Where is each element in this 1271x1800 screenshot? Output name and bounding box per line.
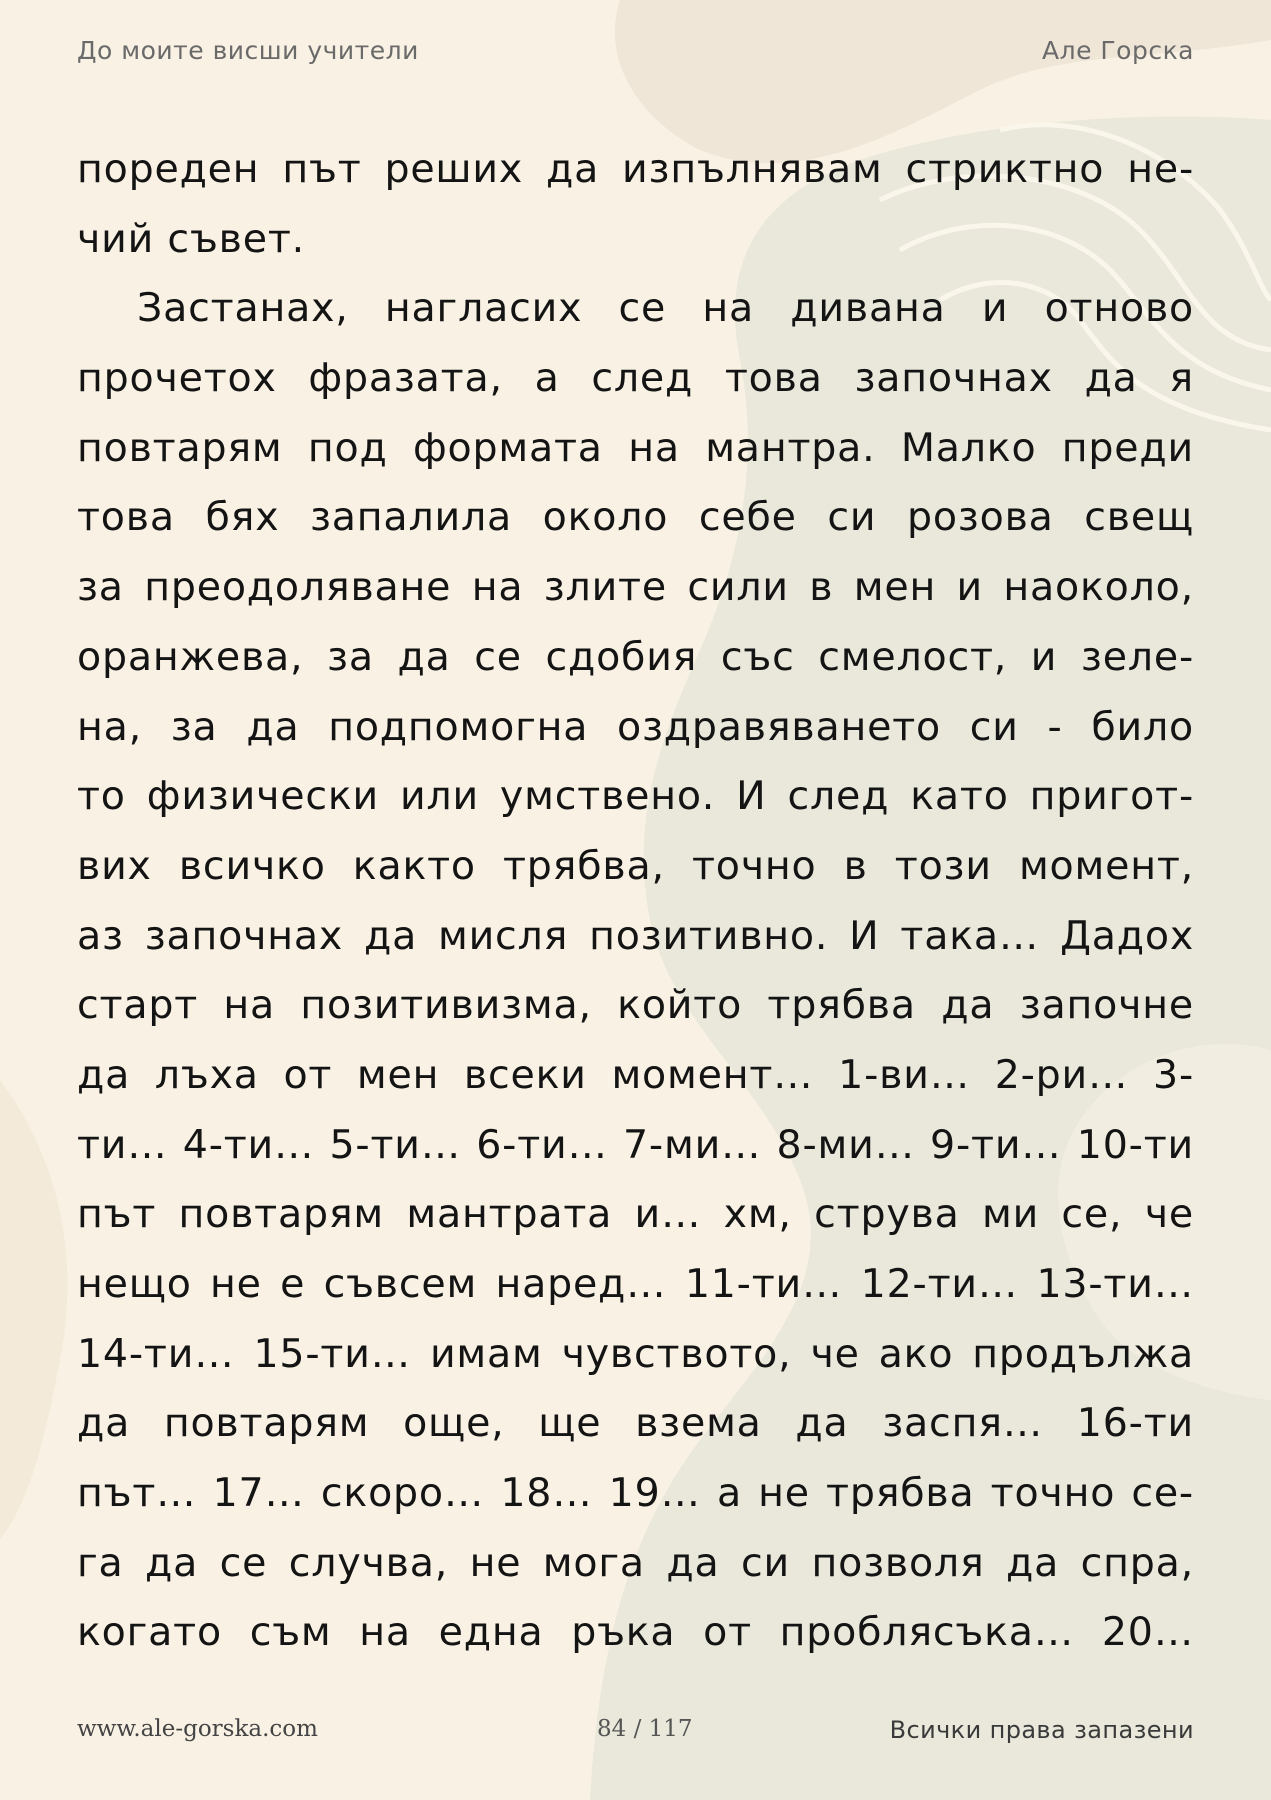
text-line: пореден път реших да изпълнявам стриктно не-: [77, 146, 1194, 192]
text-line: чий съвет.: [77, 215, 306, 262]
text-line: старт на позитивизма, който трябва да започне: [77, 982, 1194, 1029]
page-number: 84 / 117: [597, 1716, 693, 1742]
text-line: прочетох фразата, а след това започнах да я: [77, 355, 1194, 402]
body-text: [77, 135, 1194, 1668]
text-line: Застанах, нагласих се на дивана и отново: [137, 285, 1194, 332]
page-header: [77, 36, 1194, 70]
copyright-notice: Всички права запазени: [889, 1716, 1194, 1744]
text-line: нещо не е съвсем наред… 11-ти… 12-ти… 13-ти…: [77, 1261, 1194, 1307]
text-line: оранжева, за да се сдобия със смелост, и зеле-: [77, 633, 1194, 680]
text-line: повтарям под формата на мантра. Малко преди: [77, 424, 1194, 471]
text-line: на, за да подпомогна оздравяването си - било: [77, 703, 1194, 750]
text-line: то физически или умствено. И след като пригот-: [77, 773, 1194, 820]
text-line: за преодоляване на злите сили в мен и наоколо,: [77, 564, 1194, 611]
text-line: път повтарям мантрата и… хм, струва ми се, че: [77, 1191, 1194, 1238]
text-line: да повтарям още, ще взема да заспя… 16-ти: [77, 1400, 1194, 1447]
text-line: когато съм на една ръка от проблясъка… 20…: [77, 1609, 1194, 1656]
text-line: аз започнах да мисля позитивно. И така… Дадох: [77, 912, 1194, 959]
page-footer: [77, 1716, 1194, 1746]
text-line: вих всичко както трябва, точно в този момент,: [77, 842, 1194, 889]
text-line: ти… 4-ти… 5-ти… 6-ти… 7-ми… 8-ми… 9-ти… 10-ти: [77, 1121, 1194, 1168]
text-line: път… 17… скоро… 18… 19… а не трябва точно се-: [77, 1470, 1194, 1517]
book-title: До моите висши учители: [77, 36, 419, 65]
text-line: 14-ти… 15-ти… имам чувството, че ако продължа: [77, 1330, 1194, 1377]
text-line: да лъха от мен всеки момент… 1-ви… 2-ри… 3-: [77, 1051, 1194, 1098]
website-link[interactable]: www.ale-gorska.com: [77, 1716, 318, 1742]
author-name: Але Горска: [1042, 36, 1194, 65]
text-line: га да се случва, не мога да си позволя да спра,: [77, 1539, 1194, 1586]
text-line: това бях запалила около себе си розова свещ: [77, 494, 1194, 541]
